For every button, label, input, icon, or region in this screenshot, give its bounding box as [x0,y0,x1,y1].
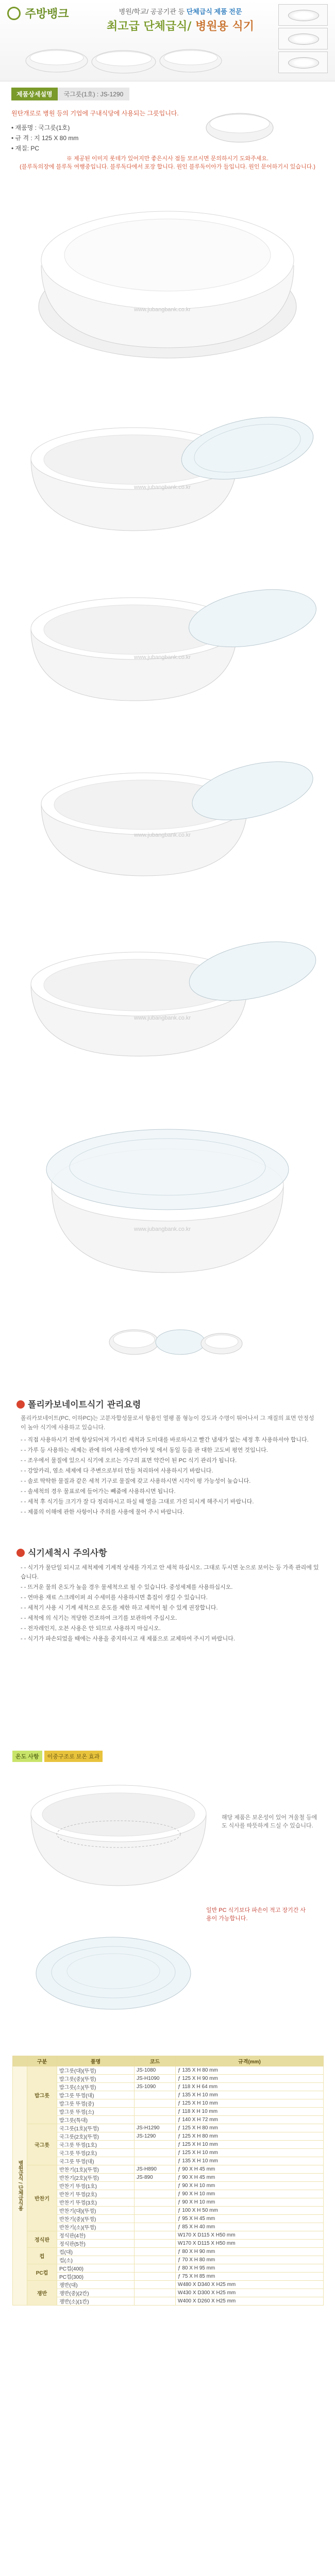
table-cell-name: 반찬기(2호)(뚜껑) [57,2174,135,2182]
table-cell-size: ƒ 80 X H 90 mm [176,2248,324,2256]
page-header [0,0,335,81]
table-cell-name: 밥그릇(소)(뚜껑) [57,2083,135,2091]
headline-accent: 병원용 식기 [195,20,255,33]
table-cell-code [135,2297,176,2306]
callout-note: 일반 PC 식기보다 파손이 적고 장기간 사용이 가능합니다. [206,1907,306,1922]
table-row [13,2281,324,2289]
table-cell-name: 국그릇(1호)(뚜껑) [57,2124,135,2132]
brand-name: 주방뱅크 [25,8,69,21]
table-cell-size: ƒ 125 X H 80 mm [176,2132,324,2141]
table-cell-name: 밥그릇 뚜껑(소) [57,2108,135,2116]
washing-title: 식기세척시 주의사항 [16,1546,107,1558]
bowl-lid-open-image [10,397,325,551]
care-item: - - 강알카리, 염소 세제에 다 주변으로부터 만들 처리하여 사용하시기 바랍니다. [21,1466,320,1476]
photo-watermark: www.jubangbank.co.kr [134,484,191,490]
table-row [13,2099,324,2108]
table-cell-size: ƒ 135 X H 80 mm [176,2066,324,2075]
table-cell-code [135,2116,176,2124]
table-cell-name: 쟁반(중)(2칸) [57,2289,135,2297]
table-cell-code [135,2190,176,2198]
table-row [13,2215,324,2223]
table-row [13,2141,324,2149]
table-cell-size: W400 X D260 X H25 mm [176,2297,324,2306]
table-row [13,2289,324,2297]
table-cell-size: ƒ 90 X H 45 mm [176,2174,324,2182]
table-cell-size: ƒ 90 X H 45 mm [176,2165,324,2174]
spec-table [12,2056,324,2306]
table-cell-code [135,2099,176,2108]
table-cell-code [135,2223,176,2231]
washing-item: - - 연마용 재료 스크레이퍼 쇠 수세미를 사용하시면 흠집이 생길 수 있습니다. [21,1593,320,1602]
table-cell-size: ƒ 100 X H 50 mm [176,2207,324,2215]
washing-body [21,1563,320,1645]
washing-item: - - 식기가 물단일 되시고 세척제에 기계적 상세를 가지고 안 세척 하십시오. 그대로 두시면 눈으로 보이는 등 가족 관리에 있습니다. [21,1563,320,1582]
table-row [13,2091,324,2099]
callout-bowl-photo [21,1767,216,1896]
care-item: - - 조우에서 물질에 있으시 식기에 오르는 가구의 표면 약간이 된 PC 식기 관리가 됩니다. [21,1456,320,1465]
table-row [13,2124,324,2132]
bowl-lid-open-image [10,572,325,721]
table-cell-name: 국그릇 뚜껑(2호) [57,2149,135,2157]
care-guide-body [21,1414,320,1518]
table-cell-size: W170 X D115 X H50 mm [176,2231,324,2240]
product-photo-7 [10,1314,325,1365]
care-item: - - 솔로 딱딱한 물질과 같은 세척 기구로 물질에 갖고 사용하시면 시각이 평 가능성이 높습니다. [21,1477,320,1486]
table-row [13,2149,324,2157]
product-spec-table [12,2056,324,2306]
table-row [13,2116,324,2124]
spec-item: • 재품명 : 국그릇(1호) [11,124,70,131]
table-cell-size: ƒ 118 X H 64 mm [176,2083,324,2091]
table-row [13,2157,324,2165]
table-row [13,2256,324,2264]
table-cell-size: ƒ 125 X H 10 mm [176,2099,324,2108]
table-row [13,2223,324,2231]
table-cell-code [135,2182,176,2190]
brand-logo[interactable] [7,5,85,21]
table-group: PC컵 [27,2264,57,2281]
table-cell-code [135,2091,176,2099]
table-row [13,2198,324,2207]
table-cell-size: ƒ 95 X H 45 mm [176,2215,324,2223]
table-cell-name: 국그릇 뚜껑(대) [57,2157,135,2165]
table-row [13,2231,324,2240]
table-cell-name: 반찬기 뚜껑(2호) [57,2190,135,2198]
product-photo-2 [10,397,325,551]
photo-watermark: www.jubangbank.co.kr [134,1015,191,1021]
spec-item: • 규 격 : 지 125 X 80 mm [11,134,79,142]
table-cell-code [135,2281,176,2289]
table-cell-code [135,2157,176,2165]
thumbnail[interactable] [278,28,328,49]
table-cell-name: 밥그릇 뚜껑(대) [57,2091,135,2099]
callout-lid-photo [31,1917,196,2030]
table-row [13,2264,324,2273]
table-cell-size: ƒ 80 X H 95 mm [176,2264,324,2273]
washing-item: - - 세척기 사용 시 기계 세척으로 온도를 제한 하고 세척이 될 수 있게 권장합니다. [21,1603,320,1613]
spec-notes [15,155,320,171]
table-cell-size: ƒ 125 X H 90 mm [176,2075,324,2083]
table-cell-size: W480 X D340 X H25 mm [176,2281,324,2289]
note-line: (블루독의장에 블루독 여행중입니다. 블루독다에서 포장 합니다. 원인 블루독이아가 들입니다. 원인 문어하기시 있습니다.) [20,164,315,170]
table-row [13,2182,324,2190]
table-cell-name: 밥그릇 뚜껑(중) [57,2099,135,2108]
bowl-lid-open-image [10,922,325,1077]
table-row [13,2273,324,2281]
table-cell-name: 쟁반(대) [57,2281,135,2289]
bowl-lid-open-image [10,742,325,896]
washing-list [21,1563,320,1643]
table-cell-code: JS-1090 [135,2083,176,2091]
product-photo-5 [10,922,325,1077]
headline-main: 최고급 단체급식/ [106,20,192,33]
bullet-dot-icon [16,1549,25,1557]
table-cell-name: PC컵(400) [57,2264,135,2273]
table-header: 구분 [27,2056,57,2066]
callout-note: 해당 제품은 보온성이 있어 겨울철 등에도 식사를 따뜻하게 드실 수 있습니다. [222,1815,317,1829]
spec-tab-code: 국그릇(1호) : JS-1290 [58,88,130,100]
care-guide-title: 폴리카보네이트식기 관리요령 [16,1397,141,1410]
care-intro: 폴리카보네이트(PC, 이하PC)는 고분자합성물로서 항용인 열팽 폴 형능이 강도과 수명이 뛰어나서 그 재질의 표면 안정성이 높아 식기에 사용하고 있습니다. [21,1415,314,1431]
table-cell-size: ƒ 85 X H 40 mm [176,2223,324,2231]
washing-item: - - 전자레인지, 오븐 사용은 안 되므로 사용하지 마십시오. [21,1624,320,1633]
photo-watermark: www.jubangbank.co.kr [134,832,191,838]
table-row [13,2207,324,2215]
table-cell-code [135,2248,176,2256]
tagline-prefix: 병원/학교/ 공공기관 등 [119,8,185,15]
table-cell-name: 컵(대) [57,2248,135,2256]
table-cell-size: ƒ 135 X H 10 mm [176,2091,324,2099]
table-cell-name: 반찬기(1호)(뚜껑) [57,2165,135,2174]
table-cell-size: ƒ 125 X H 10 mm [176,2141,324,2149]
table-cell-code [135,2207,176,2215]
table-group: 쟁반 [27,2281,57,2306]
table-cell-name: 컵(소) [57,2256,135,2264]
table-cell-size: ƒ 125 X H 80 mm [176,2124,324,2132]
care-item: - - 직접 사용하시기 전에 항상되어져 가시킨 세척과 도미대를 바로하시고 빨간 냄새가 없는 세정 후 사용하셔야 합니다. [21,1435,320,1445]
table-group: 컵 [27,2248,57,2264]
table-row [13,2108,324,2116]
table-cell-code: JS-1080 [135,2066,176,2075]
table-row [13,2297,324,2306]
product-photo-1 [10,178,325,379]
table-cell-size: ƒ 70 X H 80 mm [176,2256,324,2264]
table-cell-name: 밥그릇(특대) [57,2116,135,2124]
table-cell-code [135,2215,176,2223]
spec-product-photo [201,101,278,147]
table-cell-size: ƒ 90 X H 10 mm [176,2190,324,2198]
table-header: 코드 [135,2056,176,2066]
thumbnail[interactable] [278,4,328,26]
product-photo-3 [10,572,325,721]
table-cell-code [135,2108,176,2116]
table-row [13,2075,324,2083]
callout-tags [12,1751,152,1761]
header-headline [90,18,271,33]
table-cell-size: W170 X D115 X H50 mm [176,2240,324,2248]
care-item: - - 가루 등 사용하는 세제는 관에 하여 사용에 반가야 및 에서 동일 등을 관 대한 고도비 평연 것입니다. [21,1446,320,1455]
care-item: - - 제품의 이해에 관한 사항이나 주의를 사용에 물어 주시 바랍니다. [21,1507,320,1517]
table-cell-code [135,2231,176,2240]
table-cell-code [135,2264,176,2273]
table-cell-name: 반찬기 뚜껑(1호) [57,2182,135,2190]
table-cell-name: 반찬기(중)(뚜껑) [57,2215,135,2223]
table-cell-code [135,2149,176,2157]
table-cell-name: 반찬기 뚜껑(3호) [57,2198,135,2207]
brand-mark-icon [7,7,21,20]
washing-item: - - 뜨거운 물의 온도가 높을 경우 물세척으로 될 수 있습니다. 중성세제를 사용하십시오. [21,1583,320,1592]
table-group: 밥그릇 [27,2066,57,2124]
table-cell-name: 밥그릇(대)(뚜껑) [57,2066,135,2075]
photo-watermark: www.jubangbank.co.kr [134,654,191,660]
table-category: 병원급식 / 단체급식용 [13,2066,27,2306]
bowl-set-image [10,1314,325,1365]
care-item: - - 세척 후 식기들 크기가 잘 다 정리하시고 하실 때 열을 그대로 가진 되시게 해주시기 바랍니다. [21,1497,320,1506]
table-cell-name: 정식판(5찬) [57,2240,135,2248]
table-row [13,2190,324,2198]
table-cell-size: ƒ 140 X H 72 mm [176,2116,324,2124]
table-header: 품명 [57,2056,135,2066]
table-cell-size: ƒ 90 X H 10 mm [176,2182,324,2190]
hero-bowls-illustration [21,40,268,76]
bowl-with-lid-image [10,178,325,379]
table-header-row [13,2056,324,2066]
header-thumbnails [278,4,328,75]
washing-item: - - 식기가 파손되었을 때에는 사용을 중지하시고 새 제품으로 교체하여 주시기 바랍니다. [21,1634,320,1643]
care-item: - - 솔세척의 경우 물표로에 들어가는 빼줌에 사용하시면 됩니다. [21,1487,320,1496]
table-cell-code [135,2256,176,2264]
table-cell-name: 반찬기(대)(뚜껑) [57,2207,135,2215]
header-tagline [90,6,271,16]
tagline-emphasis: 단체급식 제품 전문 [186,8,242,15]
bullet-dot-icon [16,1400,25,1409]
table-cell-name: 쟁반(소)(1칸) [57,2297,135,2306]
table-cell-name: 국그릇 뚜껑(1호) [57,2141,135,2149]
table-cell-size: ƒ 118 X H 10 mm [176,2108,324,2116]
table-cell-code: JS-H890 [135,2165,176,2174]
table-cell-code: JS-890 [135,2174,176,2182]
table-cell-code: JS-1290 [135,2132,176,2141]
table-row [13,2248,324,2256]
table-group: 국그릇 [27,2124,57,2165]
photo-watermark: www.jubangbank.co.kr [134,1226,191,1232]
table-cell-name: 반찬기(소)(뚜껑) [57,2223,135,2231]
washing-item: - - 세척에 의 식기는 적당한 건조하여 크기를 보관하여 주십시오. [21,1614,320,1623]
table-body [13,2066,324,2306]
table-cell-code: JS-H1290 [135,2124,176,2132]
note-line: ※ 제공된 이미지 롯데가 있어지만 좋은시사 점들 모르시면 문의하시기 도와주세요. [66,156,269,162]
spec-tab [11,88,129,99]
spec-item: • 재질: PC [11,145,40,152]
table-row [13,2174,324,2182]
table-cell-name: 정식판(4찬) [57,2231,135,2240]
photo-watermark: www.jubangbank.co.kr [134,307,191,313]
table-cell-size: ƒ 75 X H 85 mm [176,2273,324,2281]
table-cell-name: 밥그릇(중)(뚜껑) [57,2075,135,2083]
callout-tag: 이중구조로 보온 효과 [44,1751,103,1762]
thumbnail[interactable] [278,52,328,73]
spec-tab-label: 제품상세설명 [11,88,58,100]
table-cell-code [135,2141,176,2149]
table-row [13,2083,324,2091]
product-photo-4 [10,742,325,896]
table-cell-code [135,2198,176,2207]
table-row [13,2165,324,2174]
table-row [13,2132,324,2141]
table-row [13,2240,324,2248]
table-cell-size: ƒ 90 X H 10 mm [176,2198,324,2207]
table-cell-name: 국그릇(2호)(뚜껑) [57,2132,135,2141]
care-list [21,1435,320,1517]
table-cell-size: ƒ 125 X H 10 mm [176,2149,324,2157]
table-cell-code [135,2273,176,2281]
table-cell-code: JS-H1090 [135,2075,176,2083]
table-header: 규격(mm) [176,2056,324,2066]
table-cell-code [135,2289,176,2297]
callout-tag: 온도 사항 [12,1751,42,1762]
table-header [13,2056,27,2066]
table-cell-name: PC컵(300) [57,2273,135,2281]
product-photo-6 [10,1108,325,1293]
spec-intro: 원탄개로로 병원 등의 기업에 구내식당에 사용되는 그릇입니다. [11,110,179,117]
table-group: 반찬기 [27,2165,57,2231]
table-row [13,2066,324,2075]
table-cell-size: W430 X D300 X H25 mm [176,2289,324,2297]
table-cell-size: ƒ 135 X H 10 mm [176,2157,324,2165]
bowl-with-lid-image [10,1108,325,1293]
table-group: 정식판 [27,2231,57,2248]
table-cell-code [135,2240,176,2248]
